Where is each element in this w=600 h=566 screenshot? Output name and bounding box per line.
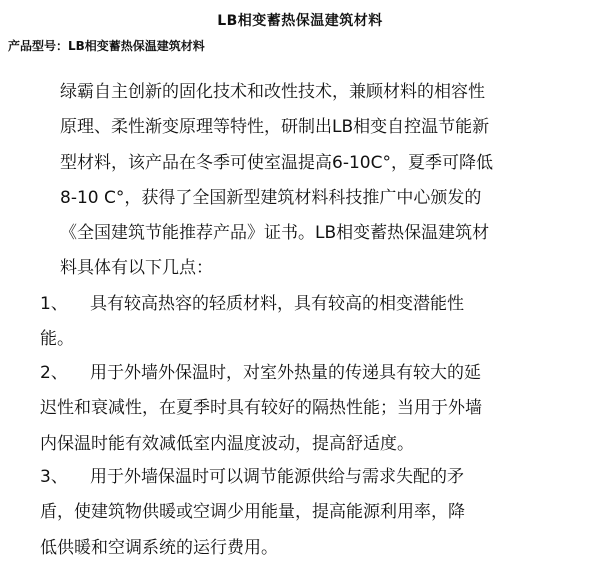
intro-line: 绿霸自主创新的固化技术和改性技术，兼顾材料的相容性 [60, 82, 485, 102]
list-number: 3、 [40, 467, 68, 487]
document-title: LB相变蓄热保温建筑材料 [217, 13, 383, 29]
list-text: 内保温时能有效减低室内温度波动，提高舒适度。 [40, 433, 414, 454]
list-text: 能。 [40, 329, 74, 350]
list-text: 用于外墙保温时可以调节能源供给与需求失配的矛 [90, 467, 464, 487]
intro-paragraph [60, 75, 560, 287]
list-text: 迟性和衰减性，在夏季时具有较好的隔热性能；当用于外墙 [40, 398, 482, 419]
list-item-3 [40, 460, 560, 566]
intro-line: 型材料，该产品在冬季可使室温提高6-10C°，夏季可降低 [60, 152, 493, 173]
intro-line: 原理、柔性渐变原理等特性，研制出LB相变自控温节能新 [60, 117, 490, 138]
list-number: 1、 [40, 294, 68, 314]
list-text: 具有较高热容的轻质材料，具有较高的相变潜能性 [90, 294, 464, 314]
list-item-1 [40, 287, 560, 358]
intro-line: 《全国建筑节能推荐产品》证书。LB相变蓄热保温建筑材 [60, 223, 490, 244]
intro-line: 料具体有以下几点： [60, 258, 213, 279]
list-text: 用于外墙外保温时，对室外热量的传递具有较大的延 [90, 363, 481, 383]
list-number: 2、 [40, 363, 68, 383]
list-text: 低供暖和空调系统的运行费用。 [40, 537, 278, 558]
product-model-line: 产品型号：LB相变蓄热保温建筑材料 [8, 39, 205, 53]
list-text: 盾，使建筑物供暖或空调少用能量，提高能源利用率，降 [40, 502, 465, 523]
list-item-2 [40, 356, 560, 462]
intro-line: 8-10 C°，获得了全国新型建筑材料科技推广中心颁发的 [60, 187, 482, 208]
